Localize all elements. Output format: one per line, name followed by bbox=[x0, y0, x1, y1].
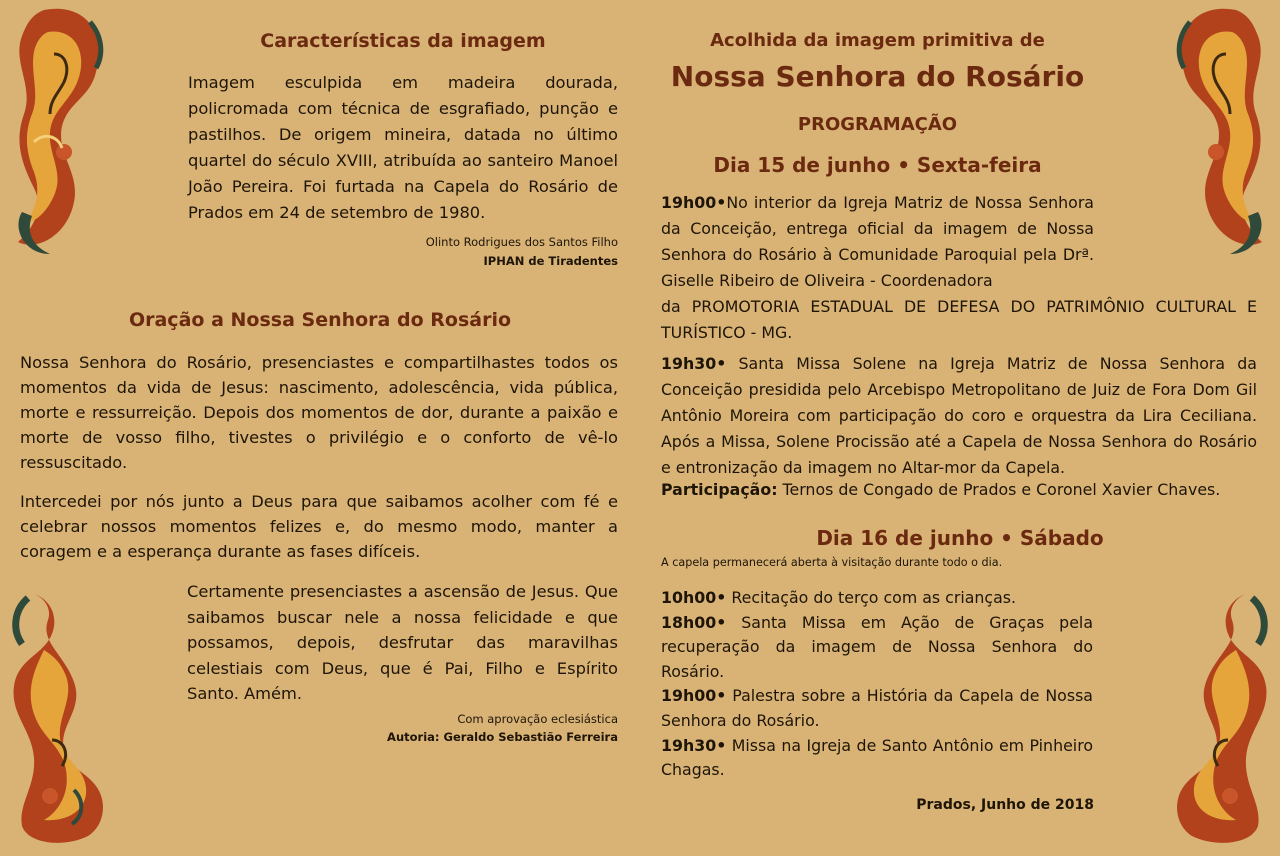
program-label: PROGRAMAÇÃO bbox=[797, 114, 958, 135]
credit-org: IPHAN de Tiradentes bbox=[483, 254, 618, 268]
event-pretitle: Acolhida da imagem primitiva de bbox=[710, 30, 1045, 51]
prayer-credit bbox=[300, 710, 618, 746]
schedule-item bbox=[661, 734, 1093, 783]
credit-name: Olinto Rodrigues dos Santos Filho bbox=[425, 235, 618, 249]
signoff: Prados, Junho de 2018 bbox=[916, 797, 1094, 813]
characteristics-heading: Características da imagem bbox=[260, 30, 546, 52]
day1-participation bbox=[661, 477, 1261, 503]
baroque-ornament-top-left bbox=[4, 2, 112, 262]
prayer-author: Autoria: Geraldo Sebastião Ferreira bbox=[387, 730, 618, 744]
baroque-ornament-bottom-right bbox=[1168, 590, 1276, 850]
schedule-item bbox=[661, 684, 1093, 733]
event-time: 19h30• bbox=[661, 735, 727, 755]
day1-event-1 bbox=[661, 190, 1094, 294]
characteristics-text: Imagem esculpida em madeira dourada, policromada com técnica de esgrafiado, punção e pastilhos. De origem mineira, datada no último quartel do século XVIII, atribuída ao santeiro Manoel João Pereira. Foi furtada na Capela do Rosário de Prados em 24 de setembro de 1980. bbox=[188, 73, 618, 222]
participation-text: Ternos de Congado de Prados e Coronel Xavier Chaves. bbox=[777, 480, 1221, 499]
characteristics-credit bbox=[300, 233, 618, 271]
baroque-ornament-bottom-left bbox=[4, 590, 112, 850]
event-text: No interior da Igreja Matriz de Nossa Senhora da Conceição, entrega oficial da imagem de Nossa Senhora do Rosário à Comunidade Paroquial pela Drª. Giselle Ribeiro de Oliveira - Coordenadora bbox=[661, 193, 1094, 290]
event-text: Recitação do terço com as crianças. bbox=[726, 588, 1017, 607]
event-text: Missa na Igreja de Santo Antônio em Pinheiro Chagas. bbox=[661, 735, 1093, 780]
prayer-paragraph-2: Intercedei por nós junto a Deus para que saibamos acolher com fé e celebrar nossos momentos felizes e, do mesmo modo, manter a coragem e a esperança durante as fases difíceis. bbox=[20, 492, 618, 561]
schedule-item bbox=[661, 611, 1093, 685]
event-text: Palestra sobre a História da Capela de Nossa Senhora do Rosário. bbox=[661, 686, 1093, 730]
event-time: 10h00• bbox=[661, 588, 727, 607]
schedule-item bbox=[661, 586, 1093, 611]
prayer-paragraph-3: Certamente presenciastes a ascensão de Jesus. Que saibamos buscar nele a nossa felicidade e que possamos, depois, desfrutar das maravilhas celestiais com Deus, que é Pai, Filho e Espírito Santo. Amém. bbox=[187, 582, 618, 703]
participation-label: Participação: bbox=[661, 480, 778, 499]
day1-heading: Dia 15 de junho • Sexta-feira bbox=[713, 153, 1042, 177]
event-time: 18h00• bbox=[661, 612, 727, 632]
day2-schedule bbox=[661, 586, 1093, 783]
event-text: Santa Missa Solene na Igreja Matriz de Nossa Senhora da Conceição presidida pelo Arcebispo Metropolitano de Juiz de Fora Dom Gil Antônio Moreira com participação do coro e orquestra da Lira Ceciliana. Após a Missa, Solene Procissão até a Capela de Nossa Senhora do Rosário e entronização da imagem no Altar-mor da Capela. bbox=[661, 354, 1257, 477]
day2-heading: Dia 16 de junho • Sábado bbox=[816, 526, 1104, 550]
event-time: 19h30• bbox=[661, 354, 727, 373]
day1-event-2 bbox=[661, 351, 1257, 481]
event-text: Santa Missa em Ação de Graças pela recuperação da imagem de Nossa Senhora do Rosário. bbox=[661, 612, 1093, 681]
baroque-ornament-top-right bbox=[1168, 2, 1276, 262]
event-time: 19h00• bbox=[661, 193, 727, 212]
day1-event-1-continued: da PROMOTORIA ESTADUAL DE DEFESA DO PATRIMÔNIO CULTURAL E TURÍSTICO - MG. bbox=[661, 297, 1257, 342]
event-time: 19h00• bbox=[661, 686, 727, 706]
day2-note: A capela permanecerá aberta à visitação durante todo o dia. bbox=[661, 556, 1003, 569]
prayer-heading: Oração a Nossa Senhora do Rosário bbox=[128, 309, 512, 331]
event-title: Nossa Senhora do Rosário bbox=[670, 60, 1085, 93]
approval-note: Com aprovação eclesiástica bbox=[457, 712, 618, 726]
prayer-paragraph-1: Nossa Senhora do Rosário, presenciastes e compartilhastes todos os momentos da vida de Jesus: nascimento, adolescência, vida pública, morte e ressurreição. Depois dos momentos de dor, durante a paixão e morte de vosso filho, tivestes o privilégio e o conforto de vê-lo ressuscitado. bbox=[20, 353, 618, 472]
